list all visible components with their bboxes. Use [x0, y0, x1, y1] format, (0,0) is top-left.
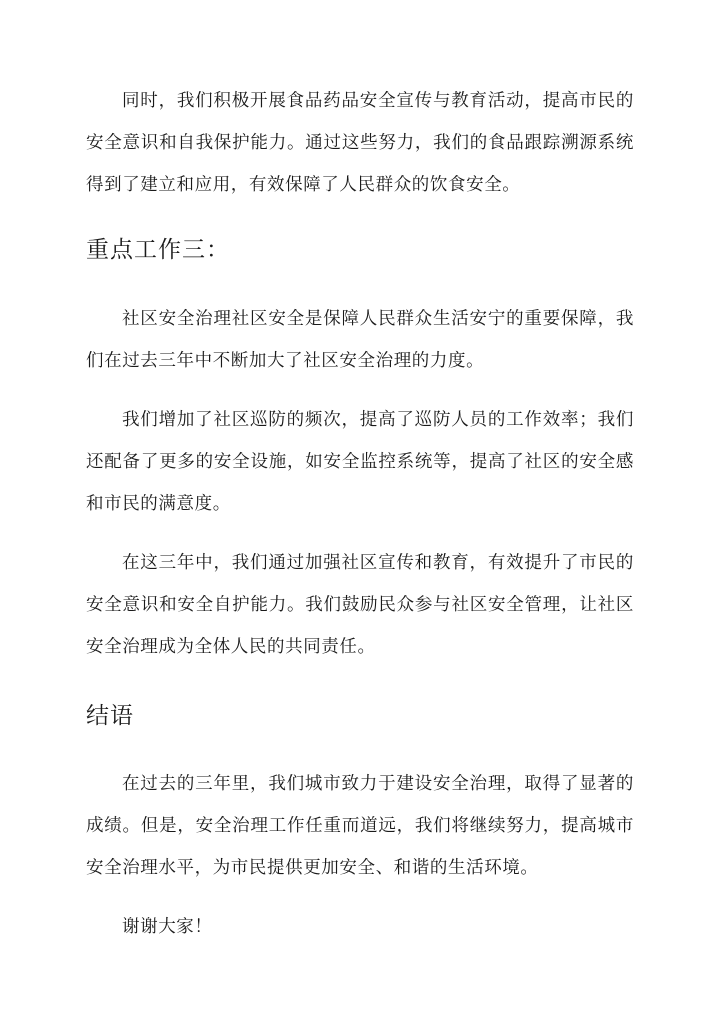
paragraph-food-safety-education: 同时，我们积极开展食品药品安全宣传与教育活动，提高市民的安全意识和自我保护能力。通过这些努力，我们的食品跟踪溯源系统得到了建立和应用，有效保障了人民群众的饮食安全。 [86, 91, 634, 195]
paragraph-community-education: 在这三年中，我们通过加强社区宣传和教育，有效提升了市民的安全意识和安全自护能力。我们鼓励民众参与社区安全管理，让社区安全治理成为全体人民的共同责任。 [86, 553, 634, 657]
heading-key-work-three: 重点工作三： [86, 237, 230, 263]
heading-conclusion: 结语 [86, 703, 134, 729]
document-body [86, 80, 634, 948]
paragraph-conclusion: 在过去的三年里，我们城市致力于建设安全治理，取得了显著的成绩。但是，安全治理工作任重而道远，我们将继续努力，提高城市安全治理水平，为市民提供更加安全、和谐的生活环境。 [86, 774, 634, 878]
paragraph-community-patrol: 我们增加了社区巡防的频次，提高了巡防人员的工作效率；我们还配备了更多的安全设施，如安全监控系统等，提高了社区的安全感和市民的满意度。 [86, 410, 634, 514]
paragraph-community-safety-intro: 社区安全治理社区安全是保障人民群众生活安宁的重要保障，我们在过去三年中不断加大了社区安全治理的力度。 [86, 309, 634, 371]
paragraph-thanks: 谢谢大家！ [122, 917, 213, 937]
